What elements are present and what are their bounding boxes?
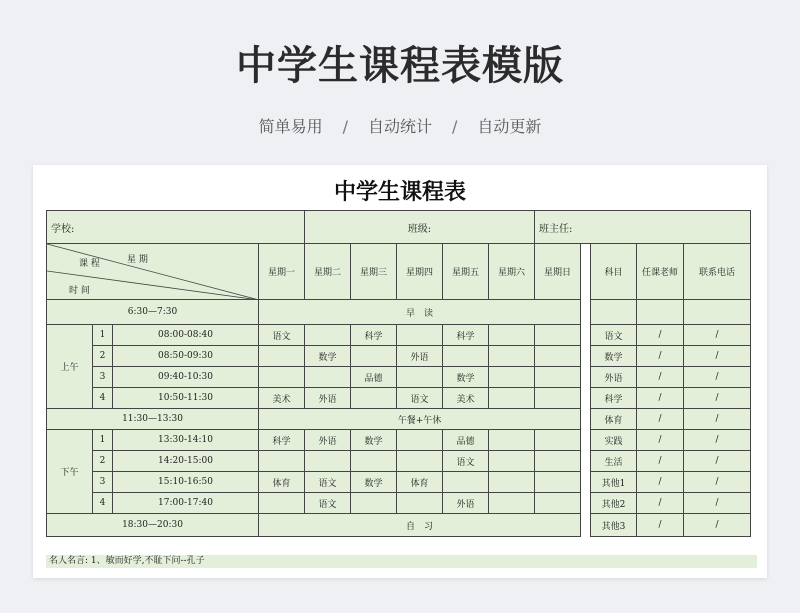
teacher-cell[interactable]: / <box>637 472 684 493</box>
session-label: 上午 <box>47 325 93 409</box>
early-reading-label: 早 读 <box>259 300 581 325</box>
course-cell[interactable]: 数学 <box>305 346 351 367</box>
course-cell[interactable] <box>397 493 443 514</box>
course-cell[interactable] <box>489 388 535 409</box>
period-time: 09:40-10:30 <box>113 367 259 388</box>
teacher-cell[interactable]: / <box>637 388 684 409</box>
course-cell[interactable] <box>489 346 535 367</box>
period-number: 3 <box>93 367 113 388</box>
course-cell[interactable]: 外语 <box>305 388 351 409</box>
course-cell[interactable]: 品德 <box>443 430 489 451</box>
teacher-cell[interactable]: / <box>637 430 684 451</box>
teacher-cell[interactable]: / <box>637 367 684 388</box>
column-gap <box>581 430 591 451</box>
column-gap <box>581 325 591 346</box>
phone-cell[interactable]: / <box>684 472 751 493</box>
subject-name-cell: 实践 <box>591 430 637 451</box>
corner-course-label: 课 程 <box>79 259 100 269</box>
column-gap <box>581 472 591 493</box>
period-number: 2 <box>93 346 113 367</box>
noon-break-label: 午餐+午休 <box>259 409 581 430</box>
course-cell[interactable] <box>489 367 535 388</box>
period-row <box>47 493 751 514</box>
column-gap <box>581 300 591 325</box>
course-cell[interactable] <box>351 493 397 514</box>
phone-cell[interactable]: / <box>684 388 751 409</box>
corner-time-label: 时 间 <box>69 286 90 296</box>
course-cell[interactable] <box>351 451 397 472</box>
course-cell[interactable]: 科学 <box>351 325 397 346</box>
subject-name-cell: 生活 <box>591 451 637 472</box>
course-cell[interactable] <box>259 346 305 367</box>
session-label: 下午 <box>47 430 93 514</box>
course-cell[interactable] <box>259 493 305 514</box>
subtitle-item: 简单易用 <box>258 117 323 136</box>
course-cell[interactable]: 数学 <box>351 430 397 451</box>
period-row <box>47 367 751 388</box>
weekday-header: 星期日 <box>535 244 581 300</box>
course-cell[interactable] <box>489 430 535 451</box>
course-cell[interactable] <box>535 346 581 367</box>
period-number: 4 <box>93 388 113 409</box>
column-gap <box>581 346 591 367</box>
course-cell[interactable] <box>305 367 351 388</box>
morning-section <box>47 325 751 409</box>
weekday-header: 星期一 <box>259 244 305 300</box>
period-row <box>47 472 751 493</box>
phone-cell[interactable]: / <box>684 409 751 430</box>
course-cell[interactable] <box>535 367 581 388</box>
subtitle <box>0 114 800 137</box>
subject-name-cell: 语文 <box>591 325 637 346</box>
course-cell[interactable] <box>259 367 305 388</box>
school-field[interactable]: 学校: <box>47 211 305 244</box>
course-cell[interactable] <box>535 472 581 493</box>
early-reading-time: 6:30—7:30 <box>47 300 259 325</box>
subject-name-cell: 其他1 <box>591 472 637 493</box>
subtitle-item: 自动更新 <box>477 117 542 136</box>
course-cell[interactable]: 语文 <box>443 451 489 472</box>
column-gap <box>581 493 591 514</box>
course-cell[interactable]: 美术 <box>443 388 489 409</box>
course-cell[interactable]: 语文 <box>305 472 351 493</box>
course-cell[interactable]: 体育 <box>259 472 305 493</box>
period-time: 14:20-15:00 <box>113 451 259 472</box>
weekday-header: 星期二 <box>305 244 351 300</box>
period-row <box>47 388 751 409</box>
head-teacher-field[interactable]: 班主任: <box>535 211 751 244</box>
weekday-header: 星期五 <box>443 244 489 300</box>
course-cell[interactable] <box>397 451 443 472</box>
course-cell[interactable]: 语文 <box>259 325 305 346</box>
teacher-cell[interactable]: / <box>637 325 684 346</box>
phone-header: 联系电话 <box>684 244 751 300</box>
period-time: 17:00-17:40 <box>113 493 259 514</box>
phone-cell[interactable]: / <box>684 514 751 537</box>
course-cell[interactable] <box>351 388 397 409</box>
corner-week-label: 星 期 <box>127 255 148 265</box>
course-cell[interactable] <box>305 451 351 472</box>
course-cell[interactable] <box>489 472 535 493</box>
corner-header <box>47 244 259 300</box>
course-cell[interactable]: 语文 <box>397 388 443 409</box>
subject-name-cell: 外语 <box>591 367 637 388</box>
course-cell[interactable] <box>397 325 443 346</box>
evening-study-time: 18:30—20:30 <box>47 514 259 537</box>
weekday-header: 星期六 <box>489 244 535 300</box>
period-row <box>47 451 751 472</box>
column-gap <box>581 514 591 537</box>
period-number: 1 <box>93 430 113 451</box>
subtitle-separator: / <box>452 117 458 136</box>
period-row <box>47 430 751 451</box>
course-cell[interactable] <box>535 325 581 346</box>
column-gap <box>581 367 591 388</box>
column-gap <box>581 409 591 430</box>
period-time: 13:30-14:10 <box>113 430 259 451</box>
period-time: 10:50-11:30 <box>113 388 259 409</box>
subject-name-cell: 其他3 <box>591 514 637 537</box>
famous-quote: 名人名言: 1、敏而好学,不耻下问--孔子 <box>46 555 757 568</box>
course-cell[interactable] <box>535 493 581 514</box>
teacher-header: 任课老师 <box>637 244 684 300</box>
class-field[interactable]: 班级: <box>305 211 535 244</box>
noon-break-time: 11:30—13:30 <box>47 409 259 430</box>
subject-name-cell: 数学 <box>591 346 637 367</box>
period-number: 4 <box>93 493 113 514</box>
timetable-grid <box>46 210 751 537</box>
course-cell[interactable] <box>443 472 489 493</box>
course-cell[interactable] <box>305 325 351 346</box>
weekday-header: 星期四 <box>397 244 443 300</box>
course-cell[interactable] <box>489 325 535 346</box>
subject-name-cell: 体育 <box>591 409 637 430</box>
course-cell[interactable] <box>397 367 443 388</box>
phone-cell[interactable]: / <box>684 325 751 346</box>
course-cell[interactable]: 品德 <box>351 367 397 388</box>
page-title: 中学生课程表模版 <box>236 43 564 89</box>
period-time: 08:00-08:40 <box>113 325 259 346</box>
teacher-cell[interactable]: / <box>637 514 684 537</box>
period-time: 15:10-16:50 <box>113 472 259 493</box>
period-time: 08:50-09:30 <box>113 346 259 367</box>
column-gap <box>581 388 591 409</box>
timetable-sheet <box>33 165 767 578</box>
sheet-title: 中学生课程表 <box>333 179 466 205</box>
course-cell[interactable]: 美术 <box>259 388 305 409</box>
phone-cell[interactable]: / <box>684 430 751 451</box>
period-number: 2 <box>93 451 113 472</box>
period-number: 3 <box>93 472 113 493</box>
course-cell[interactable]: 外语 <box>397 346 443 367</box>
course-cell[interactable] <box>397 430 443 451</box>
subject-name-cell: 科学 <box>591 388 637 409</box>
course-cell[interactable]: 外语 <box>305 430 351 451</box>
phone-cell[interactable]: / <box>684 346 751 367</box>
course-cell[interactable]: 科学 <box>443 325 489 346</box>
course-cell[interactable]: 数学 <box>443 367 489 388</box>
phone-cell[interactable]: / <box>684 493 751 514</box>
subtitle-separator: / <box>342 117 348 136</box>
course-cell[interactable] <box>535 388 581 409</box>
period-number: 1 <box>93 325 113 346</box>
phone-cell[interactable]: / <box>684 451 751 472</box>
course-cell[interactable]: 数学 <box>351 472 397 493</box>
course-cell[interactable] <box>535 451 581 472</box>
course-cell[interactable]: 科学 <box>259 430 305 451</box>
weekday-header: 星期三 <box>351 244 397 300</box>
course-cell[interactable] <box>489 493 535 514</box>
course-cell[interactable]: 语文 <box>305 493 351 514</box>
course-cell[interactable] <box>535 430 581 451</box>
course-cell[interactable] <box>259 451 305 472</box>
phone-cell[interactable]: / <box>684 367 751 388</box>
column-gap <box>581 244 591 300</box>
teacher-cell[interactable]: / <box>637 451 684 472</box>
evening-study-label: 自 习 <box>259 514 581 537</box>
course-cell[interactable]: 外语 <box>443 493 489 514</box>
subject-header: 科目 <box>591 244 637 300</box>
column-gap <box>581 451 591 472</box>
subtitle-item: 自动统计 <box>367 117 432 136</box>
teacher-cell[interactable]: / <box>637 409 684 430</box>
period-row <box>47 325 751 346</box>
subject-name-cell: 其他2 <box>591 493 637 514</box>
afternoon-section <box>47 430 751 514</box>
teacher-cell[interactable]: / <box>637 346 684 367</box>
course-cell[interactable] <box>443 346 489 367</box>
course-cell[interactable] <box>489 451 535 472</box>
course-cell[interactable] <box>351 346 397 367</box>
teacher-cell[interactable]: / <box>637 493 684 514</box>
period-row <box>47 346 751 367</box>
course-cell[interactable]: 体育 <box>397 472 443 493</box>
